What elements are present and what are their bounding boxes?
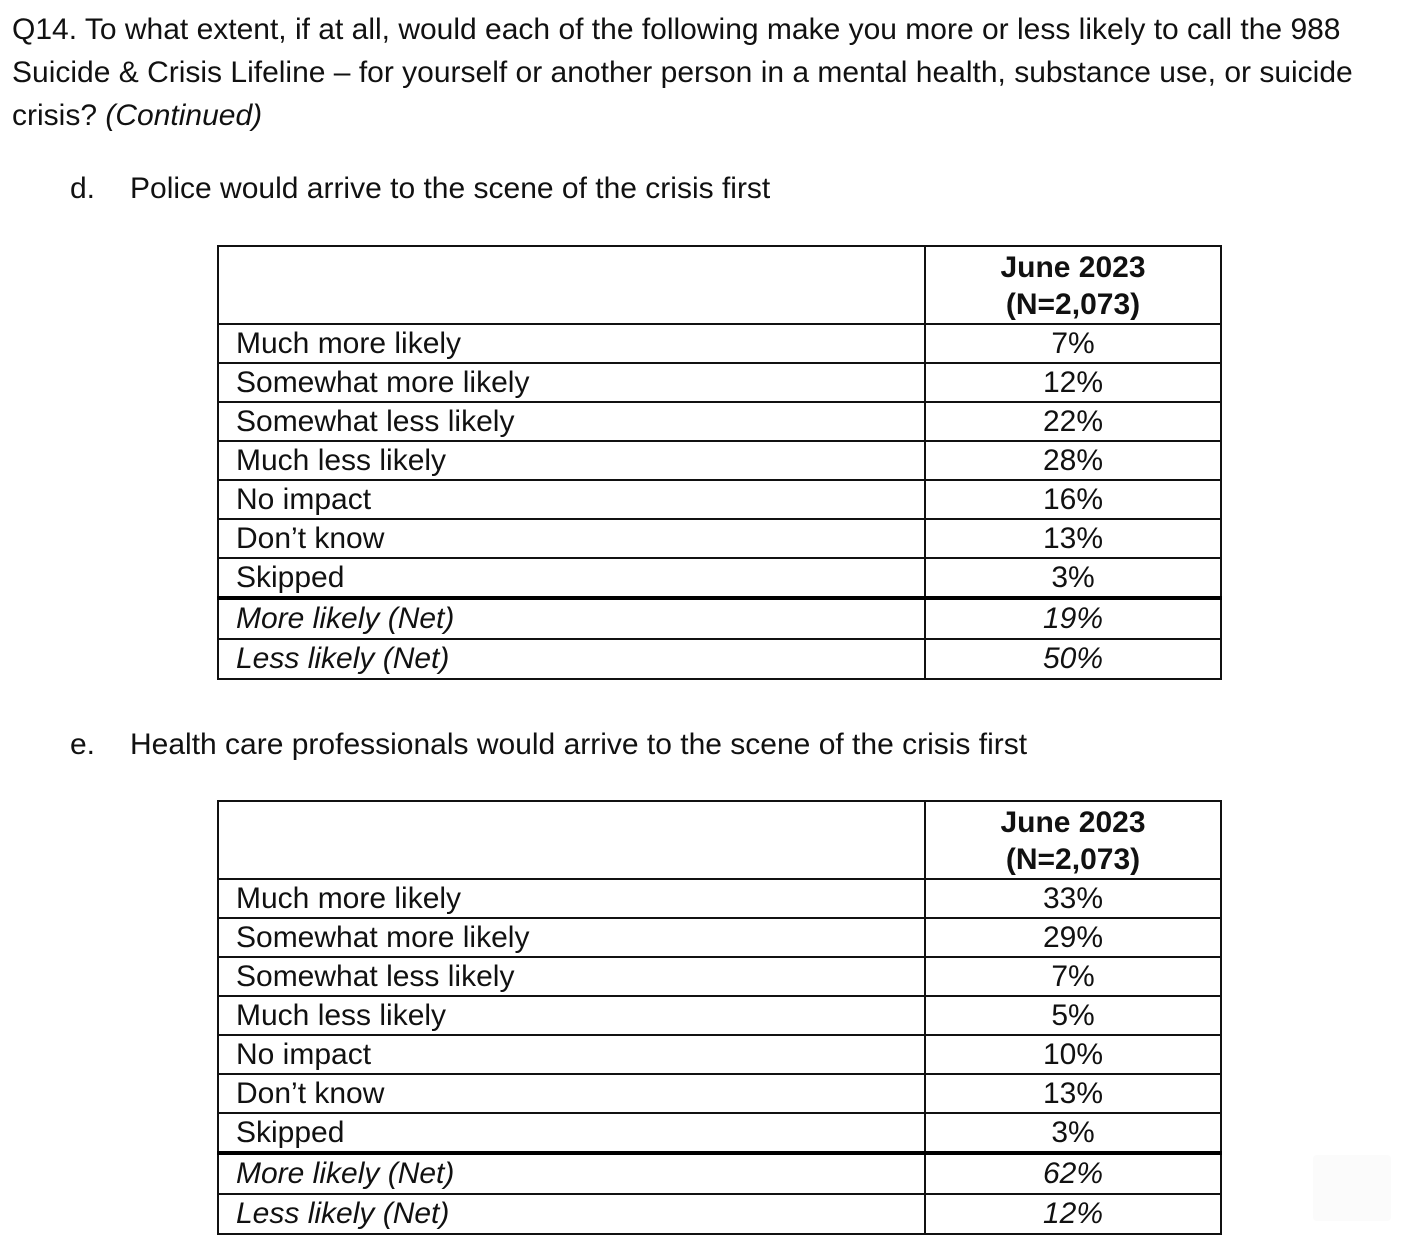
table-row (218, 441, 1221, 480)
row-label: Less likely (Net) (218, 1194, 925, 1234)
column-header-date: June 2023 (1000, 251, 1146, 284)
table-row (218, 519, 1221, 558)
row-value: 5% (925, 996, 1221, 1035)
row-value: 10% (925, 1035, 1221, 1074)
row-value: 33% (925, 879, 1221, 918)
table-row (218, 1035, 1221, 1074)
table-row (218, 918, 1221, 957)
row-label: More likely (Net) (218, 1153, 925, 1194)
row-value: 12% (925, 1194, 1221, 1234)
row-label: Much more likely (218, 324, 925, 363)
column-header-sample: (N=2,073) (1005, 288, 1141, 321)
row-label: No impact (218, 1035, 925, 1074)
row-value: 7% (925, 324, 1221, 363)
column-header-sample: (N=2,073) (1005, 843, 1141, 876)
row-value: 22% (925, 402, 1221, 441)
table-row (218, 1113, 1221, 1153)
table-row (218, 957, 1221, 996)
header-blank-cell (218, 801, 925, 879)
row-label: Much less likely (218, 441, 925, 480)
table-row (218, 996, 1221, 1035)
row-label: Somewhat less likely (218, 957, 925, 996)
row-label: More likely (Net) (218, 598, 925, 639)
row-label: Skipped (218, 558, 925, 598)
table-row (218, 480, 1221, 519)
row-value: 19% (925, 598, 1221, 639)
row-value: 3% (925, 558, 1221, 598)
row-value: 12% (925, 363, 1221, 402)
table-row (218, 558, 1221, 598)
table-row-net (218, 598, 1221, 639)
row-label: Skipped (218, 1113, 925, 1153)
table-row (218, 879, 1221, 918)
column-header-date: June 2023 (1000, 806, 1146, 839)
item-label: Health care professionals would arrive to the scene of the crisis first (130, 728, 1028, 761)
table-header-row (218, 246, 1221, 324)
item-letter: d. (70, 172, 96, 205)
row-label: Somewhat less likely (218, 402, 925, 441)
table-row-net (218, 1153, 1221, 1194)
question-number: Q14. (12, 13, 78, 46)
table-row (218, 363, 1221, 402)
table-row-net (218, 639, 1221, 679)
question-body: To what extent, if at all, would each of the following make you more or less likely to call the 988 Suicide & Crisis Lifeline – for yourself or another person in a mental health, substance use, or suicide crisis? (12, 13, 1353, 132)
page-corner-mark (1313, 1155, 1391, 1221)
item-letter: e. (70, 728, 96, 761)
row-label: Much more likely (218, 879, 925, 918)
row-value: 29% (925, 918, 1221, 957)
row-label: Don’t know (218, 1074, 925, 1113)
table-row (218, 1074, 1221, 1113)
table-row (218, 402, 1221, 441)
row-value: 50% (925, 639, 1221, 679)
row-value: 7% (925, 957, 1221, 996)
row-value: 13% (925, 519, 1221, 558)
row-label: Don’t know (218, 519, 925, 558)
row-label: No impact (218, 480, 925, 519)
row-label: Somewhat more likely (218, 363, 925, 402)
item-e-heading (70, 727, 1027, 763)
row-value: 13% (925, 1074, 1221, 1113)
row-label: Much less likely (218, 996, 925, 1035)
row-value: 16% (925, 480, 1221, 519)
row-value: 3% (925, 1113, 1221, 1153)
header-blank-cell (218, 246, 925, 324)
response-table-d (217, 245, 1222, 680)
table-header-row (218, 801, 1221, 879)
item-label: Police would arrive to the scene of the crisis first (130, 172, 771, 205)
row-label: Less likely (Net) (218, 639, 925, 679)
row-value: 62% (925, 1153, 1221, 1194)
row-value: 28% (925, 441, 1221, 480)
item-d-heading (70, 171, 770, 207)
row-label: Somewhat more likely (218, 918, 925, 957)
table-row (218, 324, 1221, 363)
column-header (925, 246, 1221, 324)
column-header (925, 801, 1221, 879)
response-table-e (217, 800, 1222, 1235)
question-text (12, 8, 1407, 137)
question-continued: (Continued) (105, 99, 263, 132)
table-row-net (218, 1194, 1221, 1234)
